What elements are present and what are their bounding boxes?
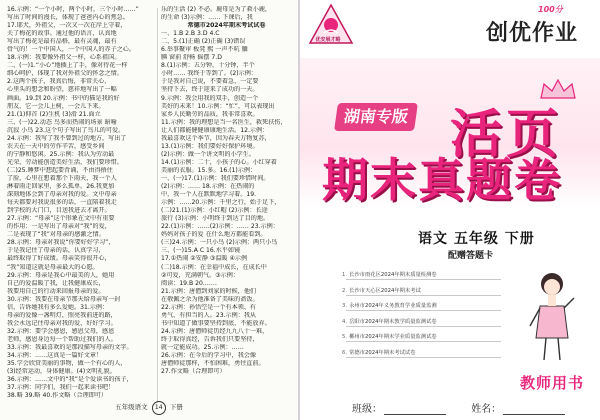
paper-number: 3. — [342, 303, 348, 309]
answer-line: 35.学会欣赏美丽的事物，做一个有心的人， — [7, 360, 127, 368]
answer-line: 一、(一)17.(1)示例：我们要珍惜时间。 — [161, 174, 270, 182]
answer-line: “我”知道这就是母亲最大的心愿。 — [7, 263, 99, 271]
region-badge: 湖南专版 — [334, 103, 418, 131]
answer-line: 二、5.(1)正确 (2)正确 (3)错误 — [161, 38, 246, 46]
answer-line: (3)经常运动，身体健康。(4)文明礼貌。 — [7, 368, 116, 376]
paper-list-rule — [346, 341, 501, 342]
answer-line: 信，告诉她我有多么爱她。31.示例： — [7, 303, 109, 311]
answer-line: 17.耶犬，外祖父，一次又一次在岸上守着， — [7, 22, 127, 30]
answer-line: 11.示例：我的理想是当一名医生，救死扶伤， — [161, 118, 287, 126]
answer-line: 老师，感恩身边每一个帮助过我们的人。 — [7, 335, 117, 343]
answer-line: (三)24.示例：一只小鸟 (2)示例：两只小鸟 — [161, 239, 278, 247]
answer-line: 旅行 (3)示例：小明终于到达了目的地。 — [161, 215, 270, 223]
answer-line: 21.示例：唐僧到刘家的时候，他们 — [161, 287, 257, 295]
answer-line: 于是我对自己说，不要着急，一定要 — [161, 78, 259, 86]
answer-line: 家乡人民勤劳的品质，我非常喜欢。 — [161, 110, 259, 118]
answer-line: 农夫在一天中的劳作辛苦，感受乡间 — [7, 142, 105, 150]
answer-line: 我会永远记住母亲对我的爱，好好学习。 — [7, 319, 117, 327]
paper-list-rule — [346, 310, 501, 311]
answer-line: 27.示例：“母亲”这个形象在文中有重要 — [7, 215, 115, 223]
answer-line: 24.示例：唐僧师徒历经九九八十一难， — [161, 327, 269, 335]
answer-line: ②可爱，充满朝气。③示例： — [161, 271, 239, 279]
footer-suffix: 下册 — [169, 403, 183, 411]
answer-line: 到学校的大门口，目送我进去才离开。 — [7, 207, 111, 215]
answer-line: 妈妈对孩子的爱 在什么地方都能看到。 — [161, 231, 267, 239]
paper-list — [336, 266, 506, 366]
answer-line: 6.举事聚审 板凳 熙 一声不吭 腼 — [161, 46, 248, 54]
answer-line: (2)示例：…… 18.示例：在热闹的 — [161, 183, 255, 191]
paper-number: 4. — [342, 318, 348, 325]
paper-list-item — [342, 348, 416, 356]
answer-line: 28.示例：母亲对我说“你要好好学习”， — [7, 239, 115, 247]
answer-line: 每天都要对我说很多的话，一直陪着我走 — [7, 199, 117, 207]
answer-line: (二)18.示例：在幸福中成长，在成长中 — [161, 263, 267, 271]
answer-line: 的作用：一是写出了母亲对“我”的爱， — [7, 223, 111, 231]
answer-line: 38.略 39.略 40.作文略（合理即可） — [7, 392, 107, 400]
answer-line: 37.示例：同学们，我们一起来读书吧！ — [7, 384, 115, 392]
answer-card-label: 配赠答题卡 — [448, 251, 494, 261]
page-footer — [0, 401, 298, 415]
answer-line: 骨气的！一个中国人，一个中国人的赤子之心。 — [7, 46, 135, 54]
answer-line: 三、(一)22.动态 鸟多而热闹的场景 暗喻 — [7, 118, 117, 126]
answer-line: 最终取得了好成绩。母亲笑得很开心， — [7, 255, 111, 263]
answer-line: 32.示例：要学会感恩，感恩父母，感恩 — [7, 327, 115, 335]
paper-list-item — [342, 270, 437, 278]
answer-line: 让人们都能健健康康地生活。12.示例： — [161, 126, 269, 134]
girl-illustration-icon — [522, 268, 582, 366]
answer-line: 乐的生活 (2) 不必。鹿母是为了救小鹿， — [161, 6, 272, 13]
paper-number: 2. — [342, 287, 348, 294]
answer-line: 8.(1)示例：五分钟，十分钟，半个 — [161, 62, 255, 70]
answer-line: 终于取得真经，告诉我们只要坚持， — [161, 335, 259, 343]
paper-list-item — [342, 301, 437, 309]
answer-line: 腆 窗前 舒畅 摇摆 7.D — [161, 54, 222, 62]
answer-line: 就一定能成功。25.示例：…… — [161, 343, 244, 351]
left-page — [0, 0, 298, 420]
paper-title: 岳阳市2024年期末教学质量监测试卷 — [349, 318, 437, 325]
name-label: 姓名： — [471, 404, 502, 415]
answer-line: 34.示例：……这真是一篇好文章！ — [7, 352, 103, 360]
paper-title: 长沙市天心区2024年期末考试 — [349, 287, 421, 294]
answer-line: 9.示例：我会用我的双手，创造一个 — [161, 94, 259, 102]
answer-line: 14.(1)示例：二十，小孩子的心。小红穿着 — [161, 158, 277, 166]
answer-line: 心里头的想念和盼望，慈祥地写出了一幅 — [7, 86, 117, 94]
answer-line: 在敬佩之余为他准备了美味的斋饭。 — [161, 295, 259, 303]
column-divider — [157, 8, 158, 403]
paper-list-rule — [346, 279, 501, 280]
teacher-edition-label: 教师用书 — [520, 374, 585, 392]
answer-line: 唐僧师徒那样，不怕困难，勇往直前。 — [161, 360, 265, 368]
answer-line: 21.(1)仰首 (2)生机 (3)滑 21.面立 — [7, 110, 101, 118]
paper-number: 1. — [342, 272, 348, 278]
answer-line: 勇气、有担当的人。23.示例：我从 — [161, 311, 257, 319]
answer-line: 沉寂 小鸟 23.这个句子写出了鸟儿的可爱。 — [7, 126, 125, 134]
paper-list-item — [342, 317, 437, 325]
answer-line: 淋着雨走回家里，多么孤单。26.我更加 — [7, 183, 115, 191]
answer-line: 小时…… 我终于等到了。(2)示例： — [161, 70, 257, 78]
answer-line: 17.①热闹 ②安静 ③温暖 ④示例 — [161, 255, 248, 263]
answer-line: 26.示例：在今后的学习中，我会像 — [161, 352, 257, 360]
answer-line: (2)示例：做一个讲文明的小学生。 — [161, 150, 255, 158]
series-badge: 100分 — [538, 5, 563, 14]
paper-number: 6. — [342, 349, 348, 356]
answer-line: 美丽的衣服。15.多。16.(1)示例： — [161, 166, 257, 174]
footer-prefix: 五年级语文 — [115, 403, 148, 411]
name-field[interactable] — [503, 404, 565, 415]
class-field[interactable] — [384, 404, 446, 415]
answer-line: 了脸，心里在想着那个下雨天，我一个人 — [7, 174, 117, 182]
paper-title: 郴州市2024年期末学业质量监测试卷 — [349, 334, 437, 340]
answer-line: 我要用自己的行动来回报母亲的爱。 — [7, 287, 105, 295]
cover-page — [300, 0, 600, 420]
answer-line: 母亲的爱像一盏明灯，照亮我前进的路， — [7, 311, 117, 319]
paper-list-rule — [346, 357, 501, 358]
page-number: 14 — [152, 401, 166, 415]
answer-line: 写出了时间的漫长，体现了爸爸内心的焦急。 — [7, 14, 129, 22]
answer-line: 于是我记住了母亲的话，认真学习， — [7, 247, 105, 255]
paper-list-item — [342, 332, 437, 340]
paper-title: 常德市2024年期末考试试卷 — [349, 349, 416, 356]
cover-title-line1: 活页 — [450, 104, 563, 165]
answer-line: 关了梅花的故事。通过他的语言，认真地 — [7, 30, 117, 38]
answer-line: 二是表现了“我”对母亲的感激之情。 — [7, 231, 105, 239]
answer-line: 24.示例：我写了我不曾到过的地方，写出了 — [7, 134, 127, 142]
answer-line: 36.示例：……文中的“我”是个爱读书的孩子， — [7, 376, 133, 384]
answer-line: 33.示例：我最喜欢的是那段描写母亲的文字。 — [7, 343, 133, 351]
answer-line: 30.示例：我要在母亲节那天给母亲写一封 — [7, 295, 121, 303]
answer-line: 18.示例：我要像外祖父一样，心系祖国。 — [7, 54, 121, 62]
paper-list-item — [342, 286, 421, 294]
answer-line: 深刻地体会到了母亲对我的爱。文中母亲 — [7, 191, 117, 199]
answer-line: 的宁静和悠闲。25.示例：我认为劳动最 — [7, 150, 115, 158]
answer-line: (二)21.(1)示例：小红帽 (2)示例：长途 — [161, 207, 268, 215]
answer-line: 阅读：19.B 20.…… — [161, 279, 217, 287]
answer-line: 22.(1)示例：……(2)示例：…… 23.示例： — [161, 223, 279, 231]
answer-line: 示例：……20.示例：千里之行，始于足下， — [161, 199, 281, 207]
answer-line: 27.作文略（合理即可） — [161, 368, 226, 376]
answer-line: 16.示例：“一个小时，两个小时，三个小时……” — [7, 6, 139, 13]
series-title: 创优作业 — [486, 20, 579, 46]
paper-list-rule — [346, 326, 501, 327]
answer-line: 书中知道了做事要坚持到底，不能放弃。 — [161, 319, 271, 327]
class-label: 班级： — [352, 404, 382, 415]
answer-line: 22.示例：孙悟空是一个有本领、有 — [161, 303, 257, 311]
answer-line: 二、(一)1.“小心”地插上了手，像对待花一样 — [7, 62, 128, 70]
answer-line: 13.(1)示例：我们要好好保护环境。 — [161, 142, 259, 150]
answer-line: 美好的未来！10.示例：“忙”，可以表现出 — [161, 102, 275, 110]
paper-number: 5. — [342, 334, 348, 340]
logo-text: 优安展才略 — [315, 37, 341, 43]
answer-line: 朋友，它一会儿上树，一会儿下来。 — [7, 102, 105, 110]
answer-line: (二)25.睡梦中想起要背诵，不由得捂住 — [7, 166, 113, 174]
answer-line: 的生命 (3)示例：…… 下课后，我 — [161, 14, 253, 22]
answer-line: 常德市2024年期末考试试卷 — [187, 22, 266, 30]
answer-line: 三、(一)15.A C 16.水平如镜 — [161, 247, 241, 255]
answer-column-2 — [161, 6, 292, 376]
answer-line: 2.这两个孩子，我真后悔，非常关心， — [7, 78, 111, 86]
answer-line: 我最喜欢这个季节，因为春天万物复苏， — [161, 134, 271, 142]
answer-line: 光荣，劳动能创造美好生活，我们要珍惜。 — [7, 158, 123, 166]
answer-line: 29.示例：母亲是我心中最美的人，她用 — [7, 271, 115, 279]
answer-column-1 — [7, 6, 154, 400]
paper-title: 永州市2024年义务教育学业质量监测 — [349, 303, 437, 309]
paper-title: 长沙市雨花区2024年期末质量检测卷 — [349, 272, 437, 278]
answer-line: 中，我一个人在默默地学习着。19. — [161, 191, 257, 199]
cover-title-line2: 期末真题卷 — [322, 153, 562, 207]
answer-line: 写出了梅花是最有品格，最有灵魂，最有 — [7, 38, 117, 46]
student-fields — [352, 400, 587, 415]
paper-list-rule — [346, 295, 501, 296]
answer-line: 细心呵护，体现了我对外祖父的怀念之情。 — [7, 70, 123, 78]
answer-line: 画面。19.到 20.示例：书中的猫是我的好 — [7, 94, 120, 102]
answer-line: 坚持下去，终于迎来了成功的一天。 — [161, 86, 259, 94]
answer-line: 一、1.B 2.B 3.D 4.C — [161, 30, 220, 38]
answer-line: 自己的爱温暖了我，让我健康成长， — [7, 279, 105, 287]
subject-grade: 语文 五年级 下册 — [418, 231, 535, 247]
